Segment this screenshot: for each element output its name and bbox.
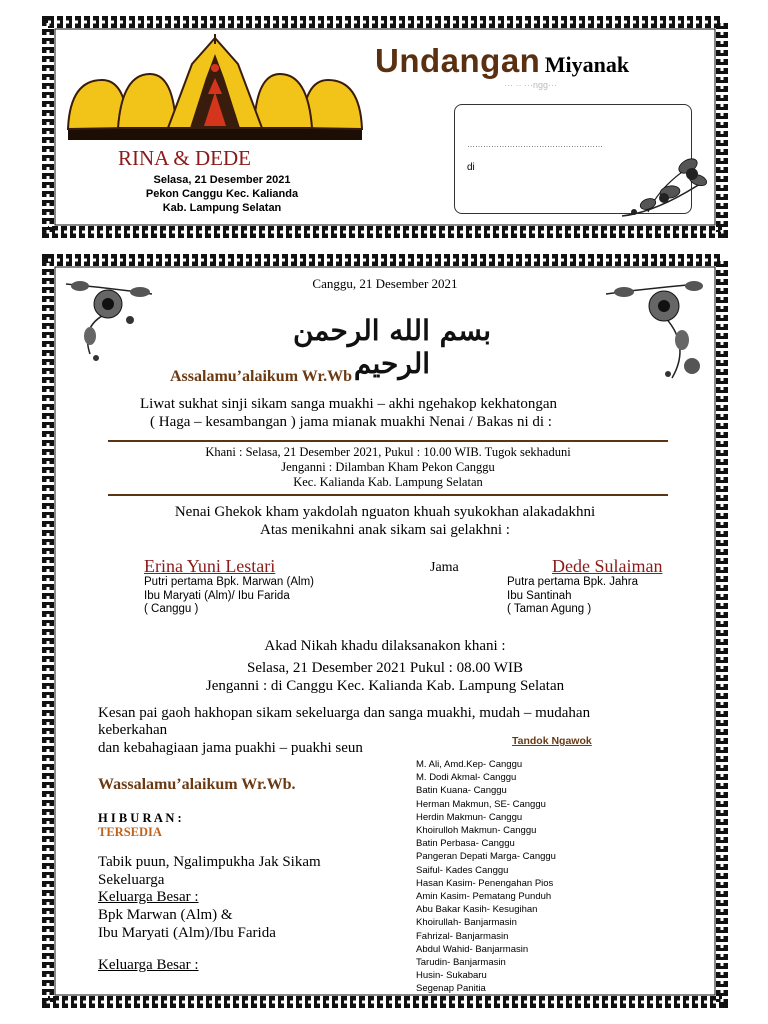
flower-ornament-icon bbox=[618, 150, 710, 220]
bride-info-3: ( Canggu ) bbox=[144, 603, 199, 615]
hiburan-label: H I B U R A N : bbox=[98, 811, 182, 825]
akad-title: Akad Nikah khadu dilaksanakon khani : bbox=[264, 638, 506, 654]
couple-names: RINA & DEDE bbox=[118, 146, 251, 170]
tandok-item: Husin- Sukabaru bbox=[416, 970, 487, 982]
address-di: di bbox=[467, 162, 475, 173]
invitation-title bbox=[375, 42, 629, 80]
tandok-item: Abdul Wahid- Banjarmasin bbox=[416, 943, 529, 955]
intro-line-2: ( Haga – kesambangan ) jama mianak muakhi Nenai / Bakas ni di : bbox=[150, 414, 552, 430]
akad-time: Selasa, 21 Desember 2021 Pukul : 08.00 WIB bbox=[247, 660, 523, 676]
bride-info-2: Ibu Maryati (Alm)/ Ibu Farida bbox=[144, 590, 290, 602]
tandok-panel bbox=[410, 732, 660, 994]
invitation-title-main: Undangan bbox=[375, 42, 541, 79]
groom-name: Dede Sulaiman bbox=[552, 556, 663, 576]
title-faded-text: ··· ·· ···ngg··· bbox=[504, 80, 557, 90]
bismillah-calligraphy: بسم الله الرحمن الرحيم bbox=[292, 314, 492, 380]
family-label-1: Keluarga Besar : bbox=[98, 889, 199, 905]
bride-info-1: Putri pertama Bpk. Marwan (Alm) bbox=[144, 576, 314, 588]
tandok-item: Khoirullah- Banjarmasin bbox=[416, 917, 517, 929]
closing-line-2: keberkahan bbox=[98, 722, 168, 738]
bride-name: Erina Yuni Lestari bbox=[144, 556, 276, 576]
groom-info-2: Ibu Santinah bbox=[507, 590, 572, 602]
tandok-item: M. Dodi Akmal- Canggu bbox=[416, 772, 517, 784]
greeting: Assalamu’alaikum Wr.Wb bbox=[170, 368, 352, 385]
tandok-item: Tarudin- Banjarmasin bbox=[416, 957, 506, 969]
tandok-item: Herman Makmun, SE- Canggu bbox=[416, 798, 546, 810]
event-line-2: Jenganni : Dilamban Kham Pekon Canggu bbox=[281, 460, 495, 474]
tandok-item: Segenap Panitia bbox=[416, 983, 486, 995]
place-date: Canggu, 21 Desember 2021 bbox=[312, 276, 458, 291]
event-line-3: Kec. Kalianda Kab. Lampung Selatan bbox=[293, 475, 483, 489]
tandok-item: Fahrizal- Banjarmasin bbox=[416, 930, 509, 942]
address-dots: …………………………………………… bbox=[467, 140, 603, 149]
divider-bottom bbox=[108, 494, 668, 496]
invitation-title-sub: Miyanak bbox=[544, 52, 630, 77]
closing-line-1: Kesan pai gaoh hakhopan sikam sekeluarga dan sanga muakhi, mudah – mudahan bbox=[98, 705, 591, 721]
tandok-item: Khoirulloh Makmun- Canggu bbox=[416, 825, 537, 837]
family-name-2: Ibu Maryati (Alm)/Ibu Farida bbox=[98, 925, 276, 941]
tandok-item: Amin Kasim- Pematang Punduh bbox=[416, 891, 552, 903]
tandok-item: Batin Perbasa- Canggu bbox=[416, 838, 515, 850]
siger-crown-icon bbox=[64, 34, 366, 146]
tandok-item: Herdin Makmun- Canggu bbox=[416, 811, 523, 823]
tandok-item: Batin Kuana- Canggu bbox=[416, 785, 507, 797]
closing-line-3: dan kebahagiaan jama puakhi – puakhi seun bbox=[98, 740, 363, 756]
tandok-item: Hasan Kasim- Penengahan Pios bbox=[416, 877, 554, 889]
divider-top bbox=[108, 440, 668, 442]
akad-place: Jenganni : di Canggu Kec. Kalianda Kab. Lampung Selatan bbox=[205, 678, 565, 694]
jama-label: Jama bbox=[430, 560, 459, 575]
envelope-place-2: Kab. Lampung Selatan bbox=[162, 202, 282, 214]
letter-card bbox=[42, 254, 728, 1008]
tandok-item: M. Ali, Amd.Kep- Canggu bbox=[416, 759, 523, 770]
tandok-item: Saiful- Kades Canggu bbox=[416, 864, 509, 876]
tandok-title: Tandok Ngawok bbox=[512, 735, 592, 747]
tandok-list bbox=[416, 758, 556, 996]
family-name-1: Bpk Marwan (Alm) & bbox=[98, 907, 233, 923]
intro-line-1: Liwat sukhat sinji sikam sanga muakhi – akhi ngehakop kekhatongan bbox=[140, 396, 557, 412]
envelope-place-1: Pekon Canggu Kec. Kalianda bbox=[145, 188, 299, 200]
groom-info-1: Putra pertama Bpk. Jahra bbox=[507, 576, 639, 588]
salam-closing: Wassalamu’alaikum Wr.Wb. bbox=[98, 776, 296, 793]
tabik-line-2: Sekeluarga bbox=[98, 872, 165, 888]
envelope-card bbox=[42, 16, 728, 238]
request-line-2: Atas menikahni anak sikam sai gelakhni : bbox=[260, 522, 510, 538]
tabik-line-1: Tabik puun, Ngalimpukha Jak Sikam bbox=[98, 854, 321, 870]
hiburan-value: TERSEDIA bbox=[98, 825, 162, 839]
envelope-date: Selasa, 21 Desember 2021 bbox=[153, 174, 291, 186]
tandok-item: Abu Bakar Kasih- Kesugihan bbox=[416, 904, 538, 916]
request-line-1: Nenai Ghekok kham yakdolah nguaton khuah syukokhan alakadakhni bbox=[174, 504, 596, 520]
groom-info-3: ( Taman Agung ) bbox=[507, 603, 592, 615]
event-line-1: Khani : Selasa, 21 Desember 2021, Pukul : 10.00 WIB. Tugok sekhaduni bbox=[205, 445, 571, 459]
family-label-2: Keluarga Besar : bbox=[98, 957, 199, 973]
tandok-item: Pangeran Depati Marga- Canggu bbox=[416, 851, 556, 863]
